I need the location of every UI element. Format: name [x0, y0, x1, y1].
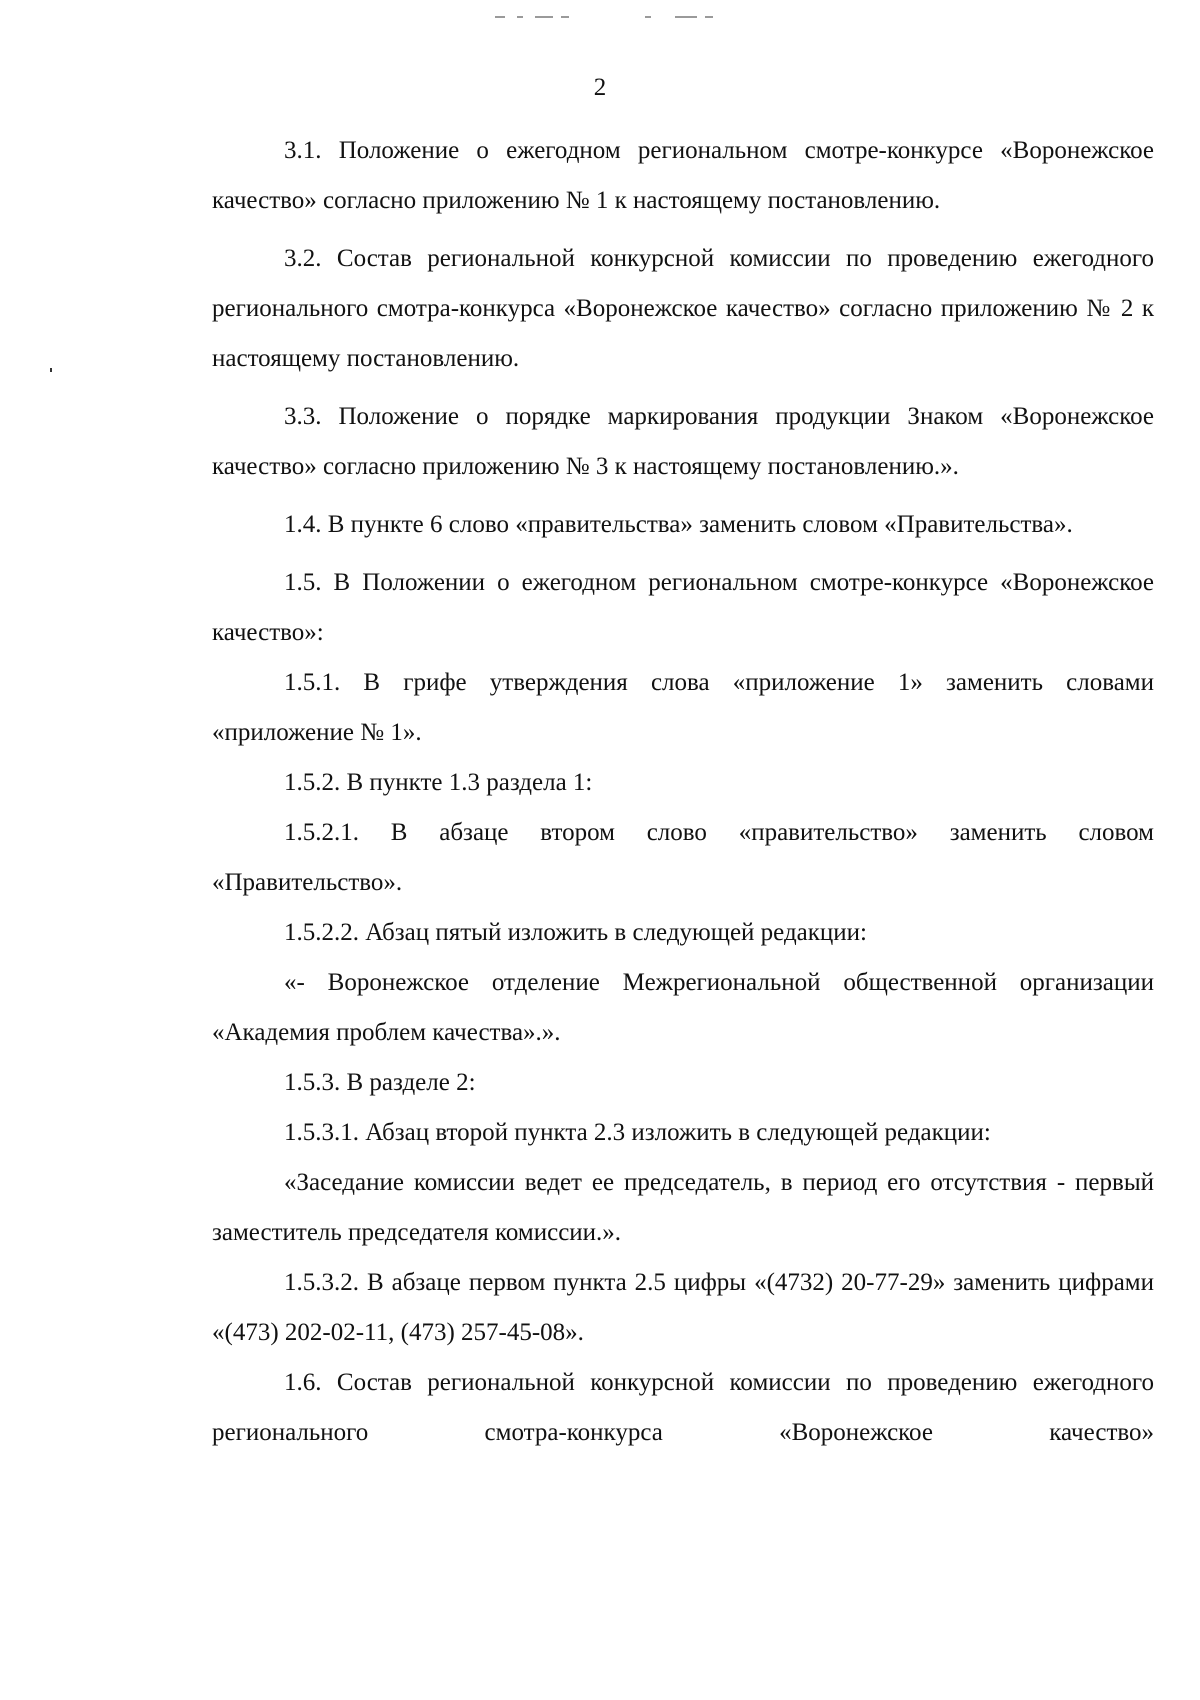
- paragraph-3-1: 3.1. Положение о ежегодном региональном смотре-конкурсе «Воронежское качество» согласно приложению № 1 к настоящему постановлению.: [212, 137, 1154, 214]
- document-body: [212, 126, 1154, 1458]
- paragraph-quote-1: «- Воронежское отделение Межрегиональной общественной организации «Академия проблем качества».».: [212, 969, 1154, 1046]
- paragraph-1-5-2: 1.5.2. В пункте 1.3 раздела 1:: [284, 769, 593, 796]
- paragraph-1-5-1: 1.5.1. В грифе утверждения слова «приложение 1» заменить словами «приложение № 1».: [212, 669, 1154, 746]
- paragraph-1-5-2-1: 1.5.2.1. В абзаце втором слово «правительство» заменить словом «Правительство».: [212, 819, 1154, 896]
- paragraph-1-5-3-2: 1.5.3.2. В абзаце первом пункта 2.5 цифры «(4732) 20-77-29» заменить цифрами «(473) 202-02-11, (473) 257-45-08».: [212, 1269, 1154, 1346]
- paragraph-1-6: 1.6. Состав региональной конкурсной комиссии по проведению ежегодного регионального смотра-конкурса «Воронежское качество»: [212, 1369, 1154, 1446]
- paragraph-3-2: 3.2. Состав региональной конкурсной комиссии по проведению ежегодного регионального смотра-конкурса «Воронежское качество» согласно приложению № 2 к настоящему постановлению.: [212, 245, 1154, 372]
- paragraph-1-5-3-1: 1.5.3.1. Абзац второй пункта 2.3 изложить в следующей редакции:: [284, 1119, 991, 1146]
- stray-mark: [50, 368, 52, 372]
- page-number: 2: [593, 74, 607, 101]
- scan-noise: [495, 14, 725, 22]
- paragraph-quote-2: «Заседание комиссии ведет ее председатель, в период его отсутствия - первый заместитель председателя комиссии.».: [212, 1169, 1154, 1246]
- paragraph-1-5-2-2: 1.5.2.2. Абзац пятый изложить в следующей редакции:: [284, 919, 867, 946]
- paragraph-3-3: 3.3. Положение о порядке маркирования продукции Знаком «Воронежское качество» согласно приложению № 3 к настоящему постановлению.».: [212, 403, 1154, 480]
- paragraph-1-4: 1.4. В пункте 6 слово «правительства» заменить словом «Правительства».: [284, 511, 1073, 538]
- paragraph-1-5: 1.5. В Положении о ежегодном региональном смотре-конкурсе «Воронежское качество»:: [212, 569, 1154, 646]
- paragraph-1-5-3: 1.5.3. В разделе 2:: [284, 1069, 476, 1096]
